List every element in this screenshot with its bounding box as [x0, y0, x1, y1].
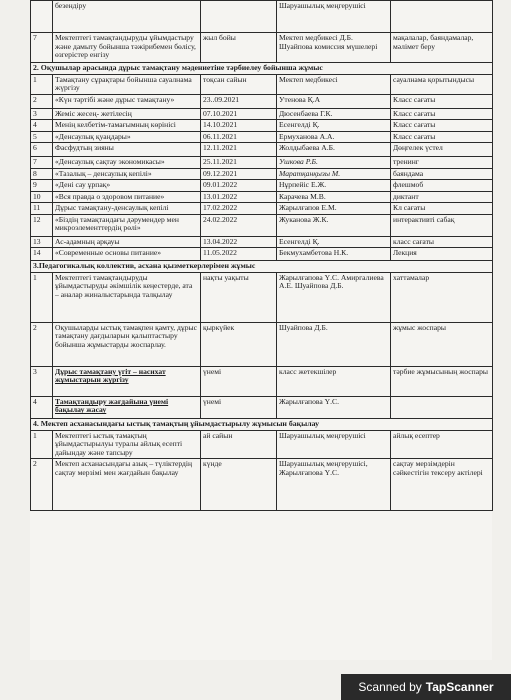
row-responsible: Маратқанқызы М. [277, 168, 391, 180]
row-responsible: Утенова Қ.А [277, 94, 391, 108]
table-row [31, 33, 493, 63]
row-date: 25.11.2021 [201, 157, 277, 169]
table-row [31, 191, 493, 203]
row-responsible: Жарылғапов Е.М. [277, 203, 391, 215]
row-task: Мектептегі тамақтандыруды ұйымдастыру және дамыту бойынша тәжірибемен бөлісу, өзгерістер енгізу [53, 33, 201, 63]
row-result: Класс сағаты [391, 131, 493, 143]
row-result: Класс сағаты [391, 94, 493, 108]
row-result: Лекция [391, 248, 493, 261]
document-page [30, 0, 492, 660]
row-responsible: Жолдыбаева А.Б. [277, 143, 391, 157]
row-number: 3 [31, 108, 53, 120]
row-responsible: Шаруашылық меңгерушісі, Жарылғапова Ү.С. [277, 459, 391, 511]
row-responsible: Жуканова Ж.К. [277, 214, 391, 236]
table-row [31, 1, 493, 33]
row-responsible: Жарылғапова Ү.С. [277, 396, 391, 418]
row-number: 10 [31, 191, 53, 203]
section-3-header [31, 261, 493, 273]
plan-table-body [31, 1, 493, 511]
row-responsible: Жарылғапова Ү.С. Амиргалиева А.Е. Шуайпова Д.Б. [277, 272, 391, 322]
row-date: 13.01.2022 [201, 191, 277, 203]
table-row [31, 236, 493, 248]
row-date [201, 1, 277, 33]
section-title: 2. Оқушылар арасында дұрыс тамақтану мәдениетіне тәрбиелеу бойынша жұмыс [31, 63, 493, 75]
row-result: интерактивті сабақ [391, 214, 493, 236]
row-number: 1 [31, 272, 53, 322]
row-responsible: Шуайпова Д.Б. [277, 322, 391, 366]
row-task: «Современные основы питание» [53, 248, 201, 261]
table-row [31, 168, 493, 180]
row-date: қыркүйек [201, 322, 277, 366]
row-date: күнде [201, 459, 277, 511]
row-responsible: Мектеп медбикесі Д.Б. Шуайпова комиссия мүшелері [277, 33, 391, 63]
row-responsible: Мектеп медбикесі [277, 74, 391, 94]
row-result [391, 1, 493, 33]
row-task: «Күн тәртібі және дұрыс тамақтану» [53, 94, 201, 108]
row-date: 06.11.2021 [201, 131, 277, 143]
row-number: 2 [31, 322, 53, 366]
table-row [31, 74, 493, 94]
row-responsible: Шаруашылық меңгерушісі [277, 430, 391, 459]
row-responsible: Ермуханова А.А. [277, 131, 391, 143]
row-task: Мектеп асханасындағы азық – түліктердің сақтау мерзімі мен жағдайын бақылау [53, 459, 201, 511]
section-2-header [31, 63, 493, 75]
row-result: Дөңгелек үстел [391, 143, 493, 157]
row-date: 24.02.2022 [201, 214, 277, 236]
table-row [31, 459, 493, 511]
row-responsible: класс жетекшілер [277, 366, 391, 396]
row-responsible: Дюсенбаева Г.К. [277, 108, 391, 120]
row-number: 11 [31, 203, 53, 215]
row-result [391, 396, 493, 418]
table-row [31, 272, 493, 322]
table-row [31, 120, 493, 132]
row-date: үнемі [201, 396, 277, 418]
table-row [31, 157, 493, 169]
table-row [31, 214, 493, 236]
row-date: 07.10.2021 [201, 108, 277, 120]
row-date: тоқсан сайын [201, 74, 277, 94]
scanner-watermark [341, 674, 511, 700]
row-task: «Тазалық – денсаулық кепілі» [53, 168, 201, 180]
table-row [31, 108, 493, 120]
row-result: жұмыс жоспары [391, 322, 493, 366]
row-task: Ас-адамның арқауы [53, 236, 201, 248]
row-date: 12.11.2021 [201, 143, 277, 157]
row-responsible: Нұрпейіс Е.Ж. [277, 180, 391, 192]
row-number: 3 [31, 366, 53, 396]
table-row [31, 203, 493, 215]
row-task: Дұрыс тамақтану үгіт – насихат жұмыстарын жүргізу [53, 366, 201, 396]
row-result: флешмоб [391, 180, 493, 192]
section-title: 4. Мектеп асханасындағы ыстық тамақтың ұйымдастырылу жұмысын бақылау [31, 418, 493, 430]
row-number: 7 [31, 33, 53, 63]
row-number: 4 [31, 396, 53, 418]
row-result: Кл сағаты [391, 203, 493, 215]
row-result: Класс сағаты [391, 108, 493, 120]
watermark-brand: TapScanner [425, 680, 494, 694]
row-number: 12 [31, 214, 53, 236]
section-4-header [31, 418, 493, 430]
row-number: 7 [31, 157, 53, 169]
row-number: 13 [31, 236, 53, 248]
row-result: сауалнама қорытындысы [391, 74, 493, 94]
row-number: 1 [31, 430, 53, 459]
row-date: жыл бойы [201, 33, 277, 63]
row-task: «Денсаулық сақтау экономикасы» [53, 157, 201, 169]
table-row [31, 248, 493, 261]
table-row [31, 131, 493, 143]
row-date: 09.01.2022 [201, 180, 277, 192]
row-task: «Біздің тамақтандағы дәрумендер мен микроэлементтердің рөлі» [53, 214, 201, 236]
row-responsible: Есенгелді Қ. [277, 120, 391, 132]
row-number: 2 [31, 459, 53, 511]
row-number: 6 [31, 143, 53, 157]
row-task: Мектептегі тамақтандыруды ұйымдастыруды әкімшілік кеңестерде, ата – аналар жиналыстарында талқылау [53, 272, 201, 322]
row-number: 5 [31, 131, 53, 143]
row-responsible: Есенгелді Қ. [277, 236, 391, 248]
row-responsible: Карачева М.В. [277, 191, 391, 203]
table-row [31, 94, 493, 108]
row-date: 11.05.2022 [201, 248, 277, 261]
row-task: безендіру [53, 1, 201, 33]
row-number: 14 [31, 248, 53, 261]
row-date: 23..09.2021 [201, 94, 277, 108]
row-task: «Денсаулық қуаңдары» [53, 131, 201, 143]
table-row [31, 430, 493, 459]
row-date: ай сайын [201, 430, 277, 459]
row-date: 14.10.2021 [201, 120, 277, 132]
row-result: тәрбие жұмысының жоспары [391, 366, 493, 396]
row-result: хаттамалар [391, 272, 493, 322]
row-number: 2 [31, 94, 53, 108]
row-task: «Дені сау ұрпақ» [53, 180, 201, 192]
row-task: «Вся правда о здоровом питание» [53, 191, 201, 203]
row-date: 09.12.2021 [201, 168, 277, 180]
row-task: Жеміс жесең- жетілесің [53, 108, 201, 120]
row-result: баяндама [391, 168, 493, 180]
table-row [31, 396, 493, 418]
row-task: Тамақтану сұрақтары бойынша сауалнама жүргізу [53, 74, 201, 94]
row-result: мақалалар, баяндамалар, мәлімет беру [391, 33, 493, 63]
table-row [31, 180, 493, 192]
row-result: диктант [391, 191, 493, 203]
table-row [31, 366, 493, 396]
watermark-prefix: Scanned by [358, 680, 422, 694]
row-number: 9 [31, 180, 53, 192]
row-result: Класс сағаты [391, 120, 493, 132]
table-row [31, 143, 493, 157]
row-result: класс сағаты [391, 236, 493, 248]
row-number: 4 [31, 120, 53, 132]
row-task: Тамақтандыру жағдайына үнемі бақылау жасау [53, 396, 201, 418]
row-task: Оқушыларды ыстық тамақпен қамту, дұрыс тамақтану дағдыларын қалыптастыру бойынша жұмыстарды жоспарлау. [53, 322, 201, 366]
row-task: Менің келбетім-тамағымның көрінісі [53, 120, 201, 132]
row-responsible: Бекмухамбетова Н.К. [277, 248, 391, 261]
row-date: 17.02.2022 [201, 203, 277, 215]
row-date: үнемі [201, 366, 277, 396]
table-row [31, 322, 493, 366]
row-task: Фасфудтың зияны [53, 143, 201, 157]
row-task: Дұрыс тамақтану-денсаулық кепілі [53, 203, 201, 215]
row-number [31, 1, 53, 33]
row-number: 8 [31, 168, 53, 180]
row-responsible: Шаруашылық меңгерушісі [277, 1, 391, 33]
row-date: нақты уақыты [201, 272, 277, 322]
plan-table [30, 0, 493, 511]
section-title: 3.Педагогикалық коллектив, асхана қызметкерлерімен жұмыс [31, 261, 493, 273]
row-task: Мектептегі ыстық тамақтың ұйымдастырылуы туралы айлық есепті дайындау және тапсыру [53, 430, 201, 459]
row-number: 1 [31, 74, 53, 94]
row-result: сақтау мерзімдерін сәйкестігін тексеру актілері [391, 459, 493, 511]
row-date: 13.04.2022 [201, 236, 277, 248]
row-result: айлық есептер [391, 430, 493, 459]
row-responsible: Ушкова Р.Б. [277, 157, 391, 169]
row-result: тренинг [391, 157, 493, 169]
